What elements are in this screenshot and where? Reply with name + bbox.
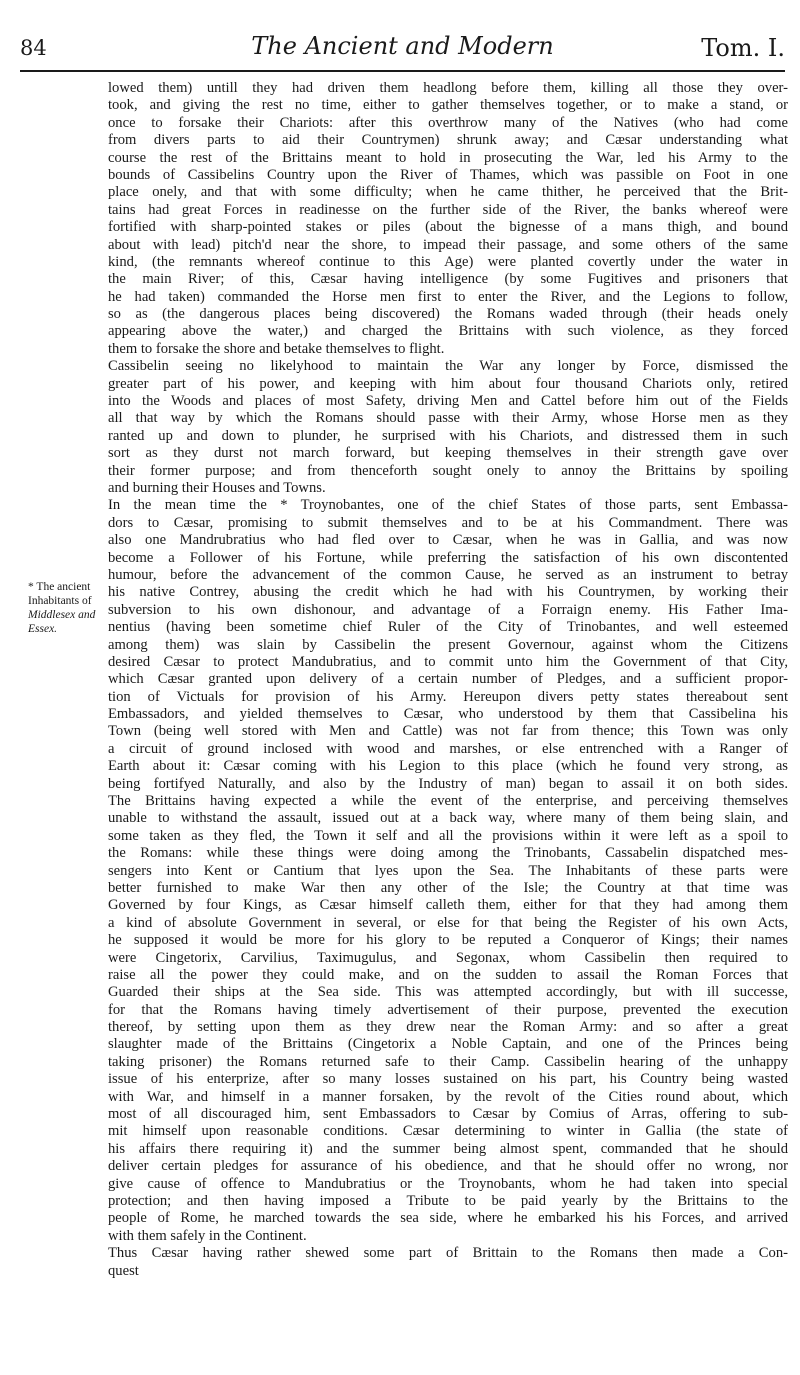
text-line: ranted up and down to plunder, he surprised with his Chariots, and distressed them in such [108,427,788,444]
margin-note-line: Essex. [28,623,58,635]
text-line: and burning their Houses and Towns. [108,479,326,496]
text-line: course the rest of the Brittains meant to hold in prosecuting the War, led his Army to the [108,149,788,166]
text-line: kind, (the remnants whereof continue to this Age) were planted covertly under the water in [108,253,788,270]
margin-note-line: * The ancient [28,581,91,593]
margin-note-line: Middlesex and [28,609,96,621]
text-line: Earth about it: Cæsar coming with his Legion to this place (which he found very strong, as [108,758,788,775]
text-line: took, and giving the rest no time, either to gather themselves together, or to make a stand, or [108,97,788,114]
text-line: being fortifyed Naturally, and also by the Industry of man) began to assail it on both sides. [108,775,788,792]
text-line: their former purpose; and from thenceforth sought onely to annoy the Brittains by spoiling [108,462,788,479]
text-line: a kind of absolute Government in several, or else for that being the Register of his own Acts, [108,914,788,931]
text-line: thereof, by setting upon them as they drew near the Roman Army: and so after a great [108,1019,788,1036]
text-line: his native Contrey, abusing the credit which he had with his Countrymen, by working their [108,584,788,601]
margin-note [28,580,108,636]
text-line: so as (the dangerous places being discovered) the Romans waded through (their heads onely [108,306,788,323]
text-line: with them safely in the Continent. [108,1227,307,1244]
text-line: his affairs there requiring it) and the summer being almost spent, commanded that he should [108,1140,788,1157]
text-line: tion of Victuals for provision of his Army. Hereupon divers petty states thereabout sent [108,688,788,705]
text-line: people of Rome, he marched towards the sea side, where he embarked his his Forces, and arrived [108,1210,788,1227]
text-line: bounds of Cassibelins Country upon the River of Thames, which was passible on Foot in one [108,166,788,183]
text-line: Embassadors, and yielded themselves to Cæsar, who understood by them that Cassibelina his [108,706,788,723]
text-line: issue of his enterprize, after so many losses sustained on his part, his Country being wasted [108,1071,788,1088]
text-line: protection; and then having imposed a Tribute to be paid yearly by the Brittains to the [108,1193,788,1209]
text-line: Governed by four Kings, as Cæsar himself calleth them, either for that they had among them [108,897,788,914]
margin-note-line: Inhabitants of [28,595,92,607]
text-line: taking prisoner) the Romans returned safe to their Camp. Cassibelin hearing of the unhappy [108,1053,788,1070]
text-line: them to forsake the shore and betake themselves to flight. [108,340,445,357]
text-line: dors to Cæsar, promising to submit themselves and to be at his Commandment. There was [108,514,788,531]
page-header [20,28,785,68]
text-line: give cause of offence to Mandubratius or the Troynobants, whom he had taken into special [108,1175,788,1192]
text-line: with War, and himself in a manner forsaken, by the revolt of the Cities round about, which [108,1088,788,1105]
text-line: lowed them) untill they had driven them headlong before them, killing all those they over- [108,80,788,96]
text-line: Guarded their ships at the Sea side. This was attempted accordingly, but with ill successe, [108,984,788,1001]
text-line: he supposed it would be more for his glory to be reputed a Conqueror of Kings; their names [108,932,788,949]
text-line: mit himself upon reasonable conditions. Cæsar determining to winter in Gallia (the state of [108,1123,788,1140]
text-line: In the mean time the * Troynobantes, one of the chief States of those parts, sent Embassa- [108,497,788,514]
text-line: nentius (having been sometime chief Ruler of the City of Trinobantes, and well esteemed [108,619,788,636]
text-line: slaughter made of the Brittains (Cingetorix a Noble Captain, and one of the Princes being [108,1036,788,1053]
text-line: unable to withstand the assault, issued out at a back way, where many of them being slain, and [108,810,788,827]
text-line: a circuit of ground inclosed with wood and marshes, or else entrenched with a Ranger of [108,740,788,757]
text-line: which Cæsar granted upon delivery of a certain number of Pledges, and a sufficient propor- [108,671,788,688]
text-line: fortified with sharp-pointed stakes or piles (about the bignesse of a mans thigh, and bound [108,219,788,236]
text-line: raise all the power they could make, and on the sudden to assail the Roman Forces that [108,966,788,983]
text-line: tains had great Forces in readinesse on the further side of the River, the banks whereof were [108,201,788,218]
text-line: sort as they durst not march forward, but keeping themselves in their strength gave over [108,445,788,462]
text-line: he had taken) commanded the Horse men first to enter the River, and the Legions to follow, [108,288,788,305]
text-line: for that the Romans having timely advertisement of their purpose, prevented the execution [108,1001,788,1018]
text-line: sengers into Kent or Cantium that lyes upon the Sea. The Inhabitants of these parts were [108,862,788,879]
body-text [108,80,788,1280]
text-line: become a Follower of his Fortune, while preferring the satisfaction of his own discontented [108,549,788,566]
text-line: most of all discouraged him, sent Embassadors to Cæsar by Comius of Arras, offering to sub- [108,1106,788,1123]
text-line: humour, before the advancement of the common Cause, he served as an instrument to betray [108,566,788,583]
text-line: were Cingetorix, Carvilius, Taximugulus, and Segonax, whom Cassibelin then required to [108,949,788,966]
text-line: subversion to his own dishonour, and advantage of a Forraign enemy. His Father Ima- [108,601,788,618]
text-line: place onely, and that with some difficulty; when he came thither, he perceived that the Brit- [108,184,788,201]
text-line: desired Cæsar to protect Mandubratius, and to commit unto him the Government of that City, [108,653,788,670]
page-number: 84 [20,36,47,60]
text-line: into the Woods and places of most Safety, driving Men and Cattel before him out of the Fields [108,393,788,410]
text-line: Town (being well stored with Men and Cattle) was not far from thence; this Town was only [108,723,788,740]
text-line: once to forsake their Chariots: after this overthrow many of the Natives (who had come [108,114,788,131]
text-line: the main River; of this, Cæsar having intelligence (by some Fugitives and prisoners that [108,271,788,288]
text-line: better furnished to make War then any other of the Isle; the Country at that time was [108,879,788,896]
text-line: among them) was slain by Cassibelin the present Governour, against whom the Citizens [108,636,788,653]
text-line: The Brittains having expected a while the event of the enterprise, and perceiving themselves [108,793,788,810]
header-rule [20,70,785,72]
running-title: The Ancient and Modern [251,32,554,60]
text-line: Cassibelin seeing no likelyhood to maintain the War any longer by Force, dismissed the [108,358,788,375]
text-line: some taken as they fled, the Town it self and all the provisions within it were left as a spoil to [108,827,788,844]
text-line: the Romans: while these things were doing among the Trinobants, Cassabelin dispatched mes- [108,845,788,862]
text-line: greater part of his power, and keeping with him about four thousand Chariots only, retired [108,375,788,392]
text-line: about with lead) pitch'd near the shore, to impead their passage, and some others of the same [108,236,788,253]
text-line: also one Mandrubratius who had fled over to Cæsar, when he was in Gallia, and was now [108,532,788,549]
text-line: appearing above the water,) and charged the Brittains with such violence, as they forced [108,323,788,340]
text-line: deliver certain pledges for assurance of his obedience, and that he should offer no wrong, nor [108,1158,788,1175]
tome-label: Tom. I. [701,34,785,62]
text-line: all that way by which the Romans should passe with their Army, whose Horse men as they [108,410,788,427]
text-line: from divers parts to aid their Countrymen) shrunk away; and Cæsar understanding what [108,132,788,149]
text-line: quest [108,1262,139,1279]
text-line: Thus Cæsar having rather shewed some part of Brittain to the Romans then made a Con- [108,1245,788,1262]
